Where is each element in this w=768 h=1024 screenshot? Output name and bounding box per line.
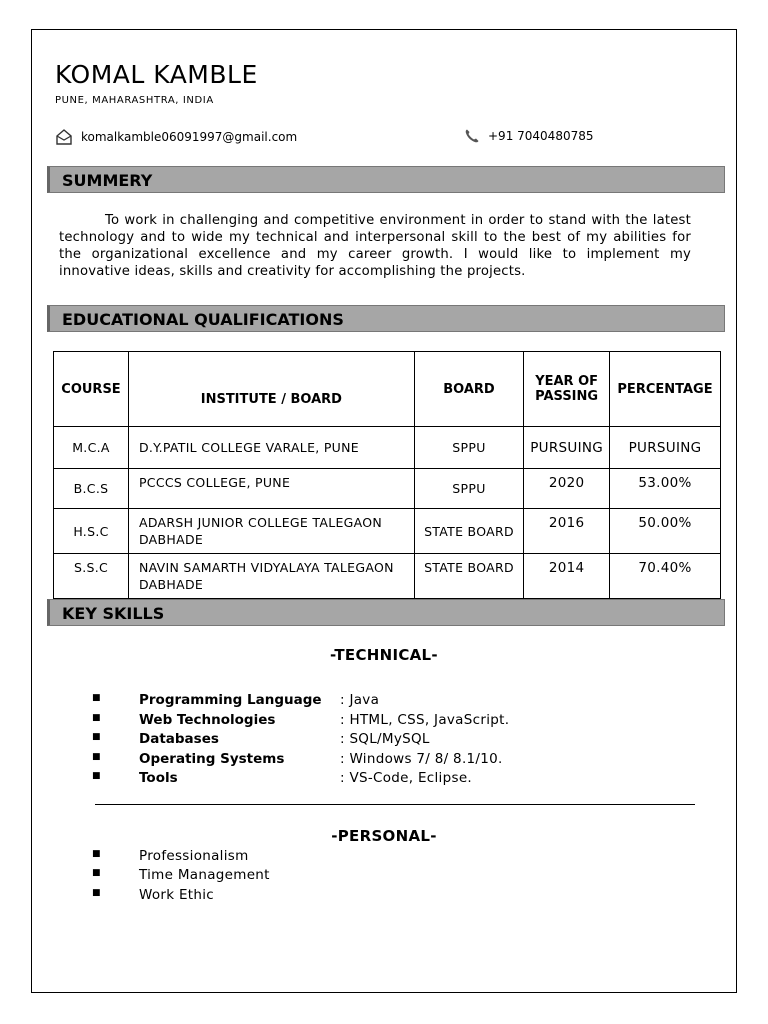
section-title: SUMMERY bbox=[62, 171, 153, 190]
skill-label: Web Technologies bbox=[139, 711, 276, 728]
skill-label: Operating Systems bbox=[139, 750, 285, 767]
divider bbox=[95, 804, 695, 805]
education-table bbox=[53, 351, 721, 599]
column-header: YEAR OF PASSING bbox=[524, 352, 610, 427]
percentage-cell: 50.00% bbox=[610, 509, 721, 554]
skill-label: Programming Language bbox=[139, 692, 322, 708]
institute-cell: ADARSH JUNIOR COLLEGE TALEGAON DABHADE bbox=[128, 509, 414, 554]
course-cell: M.C.A bbox=[54, 427, 129, 469]
technical-heading: -TECHNICAL- bbox=[330, 646, 438, 664]
bullet-icon: ■ bbox=[92, 771, 101, 782]
email-address[interactable]: komalkamble06091997@gmail.com bbox=[81, 130, 298, 144]
board-cell: SPPU bbox=[414, 427, 523, 469]
section-title: EDUCATIONAL QUALIFICATIONS bbox=[62, 310, 344, 329]
bullet-icon: ■ bbox=[92, 693, 101, 703]
skill-value: : HTML, CSS, JavaScript. bbox=[340, 711, 510, 728]
percentage-cell: 70.40% bbox=[610, 554, 721, 599]
board-cell: SPPU bbox=[414, 469, 523, 509]
personal-skill: Work Ethic bbox=[139, 886, 215, 903]
institute-cell: NAVIN SAMARTH VIDYALAYA TALEGAON DABHADE bbox=[128, 554, 414, 599]
board-cell: STATE BOARD bbox=[414, 509, 523, 554]
skill-value: : Windows 7/ 8/ 8.1/10. bbox=[340, 750, 503, 767]
bullet-icon: ■ bbox=[92, 712, 101, 723]
personal-skill: Professionalism bbox=[139, 848, 249, 864]
column-header: PERCENTAGE bbox=[610, 352, 721, 427]
bullet-icon: ■ bbox=[92, 849, 101, 859]
skill-value: : SQL/MySQL bbox=[340, 731, 430, 748]
column-header: INSTITUTE / BOARD bbox=[128, 352, 414, 427]
table-row bbox=[54, 554, 721, 599]
column-header: COURSE bbox=[54, 352, 129, 427]
institute-cell: D.Y.PATIL COLLEGE VARALE, PUNE bbox=[128, 427, 414, 469]
course-cell: S.S.C bbox=[54, 554, 129, 599]
phone-contact bbox=[464, 128, 594, 144]
table-row bbox=[54, 509, 721, 554]
personal-skill: Time Management bbox=[139, 867, 270, 884]
percentage-cell: 53.00% bbox=[610, 469, 721, 509]
phone-number[interactable]: +91 7040480785 bbox=[488, 129, 594, 143]
bullet-icon: ■ bbox=[92, 868, 101, 879]
skill-label: Tools bbox=[139, 770, 178, 787]
phone-icon bbox=[464, 128, 480, 144]
skills-section-header bbox=[47, 599, 725, 626]
skill-label: Databases bbox=[139, 731, 219, 748]
personal-heading: -PERSONAL- bbox=[331, 827, 437, 845]
table-header-row bbox=[54, 352, 721, 427]
percentage-cell: PURSUING bbox=[610, 427, 721, 469]
bullet-icon: ■ bbox=[92, 887, 101, 898]
candidate-name: KOMAL KAMBLE bbox=[55, 60, 258, 89]
summary-paragraph: To work in challenging and competitive environment in order to stand with the latest technology and to wide my technical and interpersonal skill to the best of my abilities for the organizational excellence and my career growth. I would like to implement my innovative ideas, skills and creativity for accomplishing the projects. bbox=[59, 213, 691, 279]
summary-section-header bbox=[47, 166, 725, 193]
envelope-icon bbox=[55, 128, 73, 146]
course-cell: H.S.C bbox=[54, 509, 129, 554]
year-cell: 2014 bbox=[524, 554, 610, 599]
board-cell: STATE BOARD bbox=[414, 554, 523, 599]
bullet-icon: ■ bbox=[92, 751, 101, 762]
institute-cell: PCCCS COLLEGE, PUNE bbox=[128, 469, 414, 509]
year-cell: 2020 bbox=[524, 469, 610, 509]
skill-value: : Java bbox=[340, 692, 380, 708]
table-row bbox=[54, 427, 721, 469]
table-row bbox=[54, 469, 721, 509]
column-header: BOARD bbox=[414, 352, 523, 427]
section-title: KEY SKILLS bbox=[62, 604, 165, 623]
email-contact bbox=[55, 128, 297, 146]
bullet-icon: ■ bbox=[92, 732, 101, 743]
candidate-location: PUNE, MAHARASHTRA, INDIA bbox=[55, 95, 214, 106]
year-cell: 2016 bbox=[524, 509, 610, 554]
course-cell: B.C.S bbox=[54, 469, 129, 509]
education-section-header bbox=[47, 305, 725, 332]
skill-value: : VS-Code, Eclipse. bbox=[340, 770, 473, 787]
year-cell: PURSUING bbox=[524, 427, 610, 469]
